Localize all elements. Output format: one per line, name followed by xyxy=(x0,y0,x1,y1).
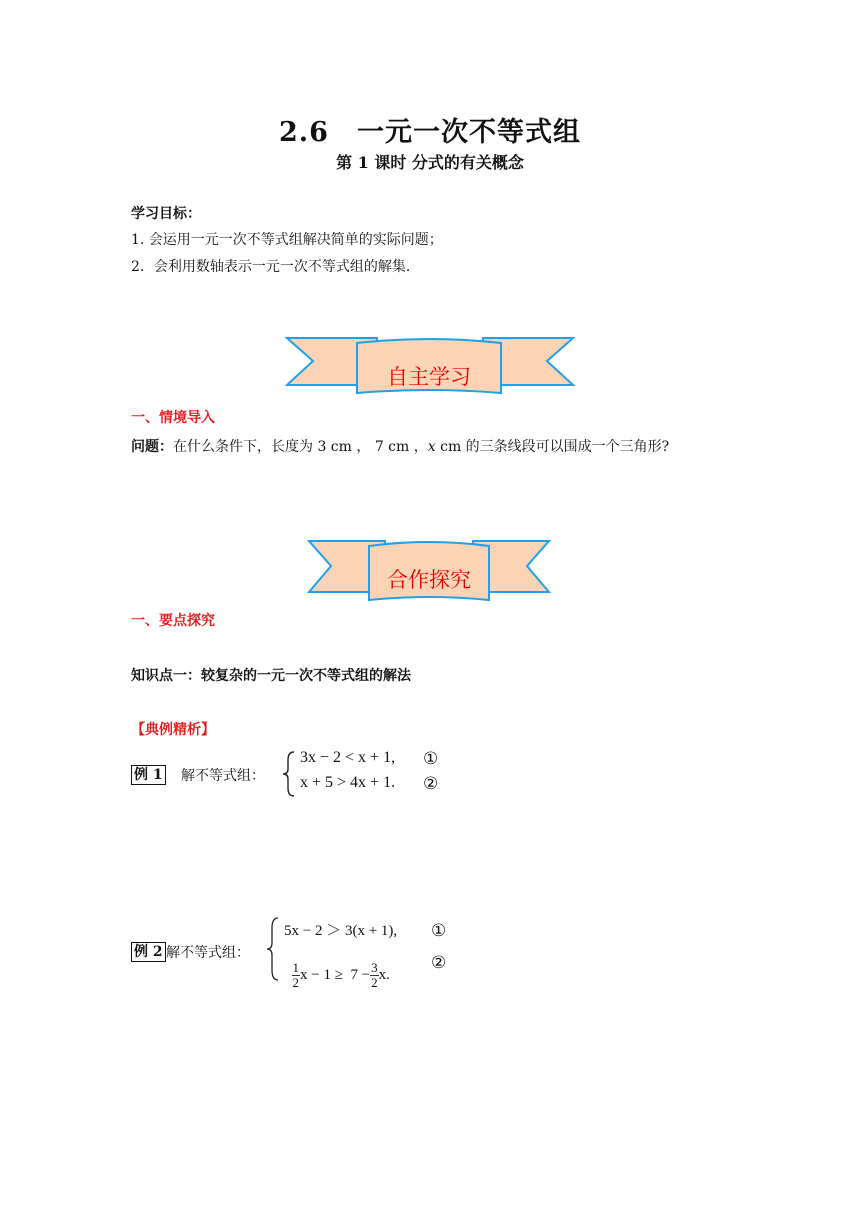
banner-cooperative-inquiry-text: 合作探究 xyxy=(387,568,471,592)
question-label: 问题： xyxy=(131,439,173,455)
banner-self-study xyxy=(285,335,575,397)
question-text-a: 在什么条件下，长度为 3 cm ， 7 cm ， xyxy=(173,439,428,455)
circled-number-2: ② xyxy=(431,953,447,973)
example2-inequality-1: 5x − 2 ＞ 3(x + 1), xyxy=(284,923,398,939)
question-text-b: cm 的三条线段可以围成一个三角形? xyxy=(435,439,670,455)
fraction-three-halves: $\frac{3}{2}$ xyxy=(371,960,378,990)
example2-inequality-2 xyxy=(284,944,390,990)
page-title: 2.6 一元一次不等式组 xyxy=(279,117,581,148)
question-variable: x xyxy=(427,439,436,455)
example2-prompt: 解不等式组： xyxy=(166,945,250,961)
fraction-one-half: $\frac{1}{2}$ xyxy=(292,960,299,990)
circled-number-1: ① xyxy=(423,749,439,769)
objective-item-2: 2．会利用数轴表示一元一次不等式组的解集． xyxy=(131,259,420,275)
circled-number-1: ① xyxy=(431,921,447,941)
situation-question xyxy=(131,436,669,456)
example2 xyxy=(131,941,166,962)
page-subtitle: 第 1 课时 分式的有关概念 xyxy=(336,153,524,172)
left-brace-icon xyxy=(266,916,280,982)
circled-number-2: ② xyxy=(423,774,439,794)
left-brace-icon xyxy=(282,750,296,798)
section1-heading: 一、情境导入 xyxy=(131,410,215,426)
example2-inequality-2-end: x. xyxy=(378,966,390,983)
knowledge-point-heading: 知识点一：较复杂的一元一次不等式组的解法 xyxy=(131,668,411,684)
objective-item-1: 1. 会运用一元一次不等式组解决简单的实际问题； xyxy=(131,232,443,248)
section2-heading: 一、要点探究 xyxy=(131,613,215,629)
example2-label: 例 2 xyxy=(131,942,166,962)
banner-cooperative-inquiry xyxy=(307,538,551,604)
example-analysis-tag: 【典例精析】 xyxy=(131,722,215,738)
objectives-heading: 学习目标： xyxy=(131,206,201,222)
example1-inequality-2: x + 5 > 4x + 1. xyxy=(300,774,396,791)
example1-prompt: 解不等式组： xyxy=(181,768,265,784)
example2-inequality-2-mid: x − 1 ≥ 7 − xyxy=(300,966,371,983)
example1 xyxy=(131,764,166,785)
banner-self-study-text: 自主学习 xyxy=(387,365,471,389)
example1-inequality-1: 3x − 2 < x + 1, xyxy=(300,749,396,766)
example1-label: 例 1 xyxy=(131,765,166,785)
